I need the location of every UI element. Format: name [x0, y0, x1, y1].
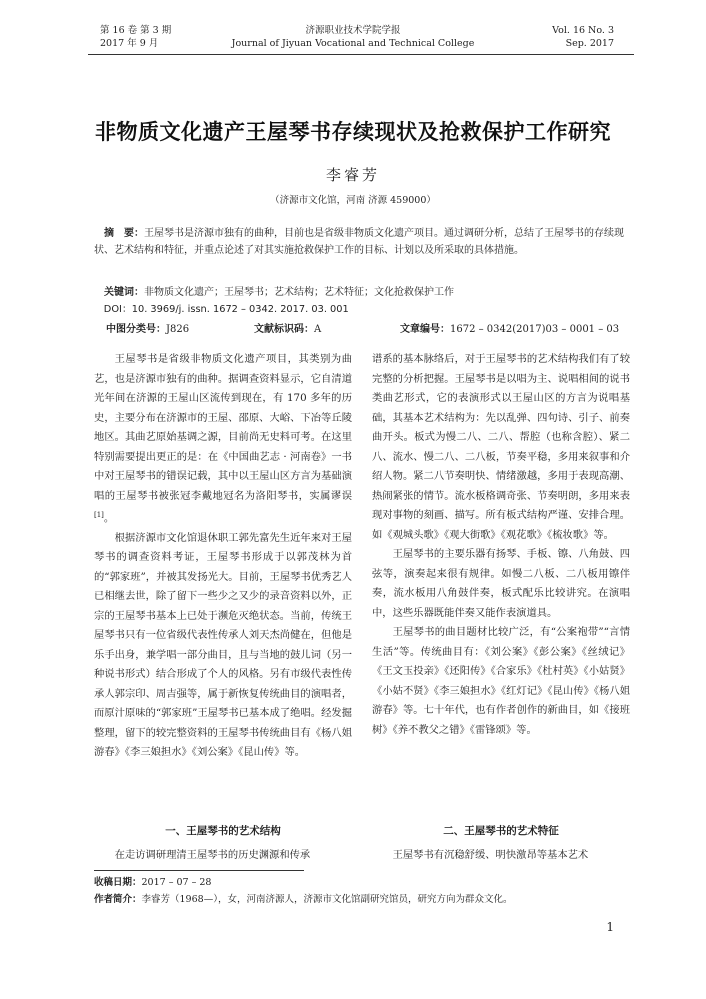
- header-right: [552, 24, 614, 50]
- left-paragraph-1-text: 王屋琴书是省级非物质文化遗产项目，其类别为曲艺，也是济源市独有的曲种。据调查资料显示，它自清道光年间在济源的王屋山区流传到现在，有 170 多年的历史，主要分布在济源市的王屋、邵原、大峪、下冶等丘陵地区。其曲艺原始基调之源，目前尚无史料可考。在这里特别需要提出更正的是：在《中国曲艺志 · 河南卷》一书中对王屋琴书的错误记载，其中以王屋山区方言为基础演唱的王屋琴书被张冠李戴地冠名为洛阳琴书，实属谬误: [94, 353, 352, 502]
- section-2-title: 二、王屋琴书的艺术特征: [443, 825, 559, 837]
- abstract-text: 王屋琴书是济源市独有的曲种，目前也是省级非物质文化遗产项目。通过调研分析，总结了王屋琴书的存续现状、艺术结构和特征，并重点论述了对其实施抢救保护工作的目标、计划以及所采取的具体措施。: [94, 228, 624, 256]
- received-value: 2017 – 07 – 28: [141, 877, 212, 888]
- abstract: [94, 226, 634, 259]
- author-name: 李睿芳: [325, 166, 380, 184]
- keywords: [94, 285, 634, 302]
- right-paragraph-4: 王屋琴书有沉稳舒缓、明快激昂等基本艺术: [392, 849, 589, 861]
- classification: [106, 320, 189, 335]
- received-label: 收稿日期：: [94, 877, 142, 888]
- section-1-title: 一、王屋琴书的艺术结构: [165, 825, 281, 837]
- received-date: [94, 874, 211, 891]
- left-column: [94, 350, 352, 763]
- doc-code-label: 文献标识码：: [254, 324, 314, 335]
- article-number: [400, 320, 619, 335]
- classification-value: J826: [166, 324, 190, 335]
- doc-code-value: A: [314, 324, 322, 335]
- left-paragraph-1-end: 。: [103, 512, 115, 525]
- right-paragraph-2: 王屋琴书的主要乐器有扬琴、手板、镲、八角鼓、四弦等，演奏起来很有规律。如慢二八板、二八板用镲伴奏，流水板用八角鼓伴奏，板式配乐比较讲究。在演唱中，这些乐器既能伴奏又能作表演道具。: [372, 548, 630, 619]
- footnote-rule: [94, 870, 304, 871]
- left-paragraph-2: 根据济源市文化馆退休职工郭先富先生近年来对王屋琴书的调查资料考证，王屋琴书形成于以郭茂林为首的“郭家班”，并被其发扬光大。目前，王屋琴书优秀艺人已相继去世，除了留下一些少之又少的录音资料以外，正宗的王屋琴书基本上已处于濒危灭绝状态。当前，传统王屋琴书只有一位省级代表性传承人刘天杰尚健在，但他是乐手出身，兼学唱一部分曲目，且与当地的鼓儿词（另一种说书形式）结合形成了个人的风格。另有市级代表性传承人郭宗印、周吉强等，属于新恢复传统曲目的演唱者，而原汁原味的“郭家班”王屋琴书已基本成了绝唱。经发掘整理，留下的较完整资料的王屋琴书传统曲目有《杨八姐游春》《李三娘担水》《刘公案》《昆山传》等。: [94, 531, 352, 759]
- left-paragraph-1: [94, 350, 352, 529]
- journal-name-en: Journal of Jiyuan Vocational and Technical College: [231, 38, 475, 49]
- left-column-continued: [94, 846, 352, 866]
- article-number-value: 1672 – 0342(2017)03 – 0001 – 03: [450, 324, 620, 335]
- journal-name-cn: 济源职业技术学院学报: [305, 25, 401, 36]
- abstract-label: 摘 要：: [104, 228, 144, 239]
- classification-label: 中图分类号：: [106, 324, 166, 335]
- keywords-text: 非物质文化遗产；王屋琴书；艺术结构；艺术特征；文化抢救保护工作: [144, 287, 454, 298]
- volume-cn: 第 16 卷 第 3 期: [100, 25, 172, 36]
- keywords-label: 关键词：: [104, 287, 144, 298]
- date-cn: 2017 年 9 月: [100, 38, 159, 49]
- article-number-label: 文章编号：: [400, 324, 450, 335]
- date-en: Sep. 2017: [565, 38, 614, 49]
- doc-code: [254, 320, 321, 335]
- citation-ref: [1]: [94, 511, 104, 519]
- paper-title: 非物质文化遗产王屋琴书存续现状及抢救保护工作研究: [95, 120, 611, 144]
- right-column-continued: [372, 846, 630, 866]
- right-column: [372, 350, 630, 740]
- volume-en: Vol. 16 No. 3: [552, 25, 614, 36]
- author-affiliation: （济源市文化馆，河南 济源 459000）: [270, 195, 436, 206]
- author-bio-label: 作者简介：: [94, 894, 142, 905]
- author-bio: [94, 891, 512, 908]
- left-paragraph-3: 在走访调研理清王屋琴书的历史渊源和传承: [114, 849, 311, 861]
- author-bio-text: 李睿芳（1968—），女，河南济源人，济源市文化馆副研究馆员，研究方向为群众文化。: [141, 894, 513, 905]
- right-paragraph-1: 谱系的基本脉络后，对于王屋琴书的艺术结构我们有了较完整的分析把握。王屋琴书是以唱为主、说唱相间的说书类曲艺形式，它的表演形式以王屋山区的方言为说唱基础，其基本艺术结构为：先以乱弹、四句诗、引子、前奏曲开头。板式为慢二八、二八、帮腔（也称含腔）、紧二八、流水、慢二八、二八板，节奏平稳，多用来叙事和介绍人物。紧二八节奏明快、情绪激越，多用于表现高潮、热闹紧张的情节。流水板格调奇张、节奏明朗，多用来表现对事物的刻画、描写。所有板式结构严谨、安排合理。如《观城头歌》《观大街歌》《观花歌》《梳妆歌》等。: [372, 353, 630, 541]
- header-rule: [88, 54, 634, 55]
- right-paragraph-3: 王屋琴书的曲目题材比较广泛，有“公案袍带”“言情生活”等。传统曲目有：《刘公案》《彭公案》《丝绒记》《王文玉投亲》《还阳传》《合家乐》《杜村英》《小姑贤》《小姑不贤》《李三娘担水》《红灯记》《昆山传》《杨八姐游春》等。七十年代，也有作者创作的新曲目，如《接班树》《养不教父之错》《雷锋颂》等。: [372, 626, 630, 736]
- doi: DOI：10. 3969/j. issn. 1672 – 0342. 2017. 03. 001: [103, 304, 349, 315]
- page-number: 1: [606, 920, 614, 934]
